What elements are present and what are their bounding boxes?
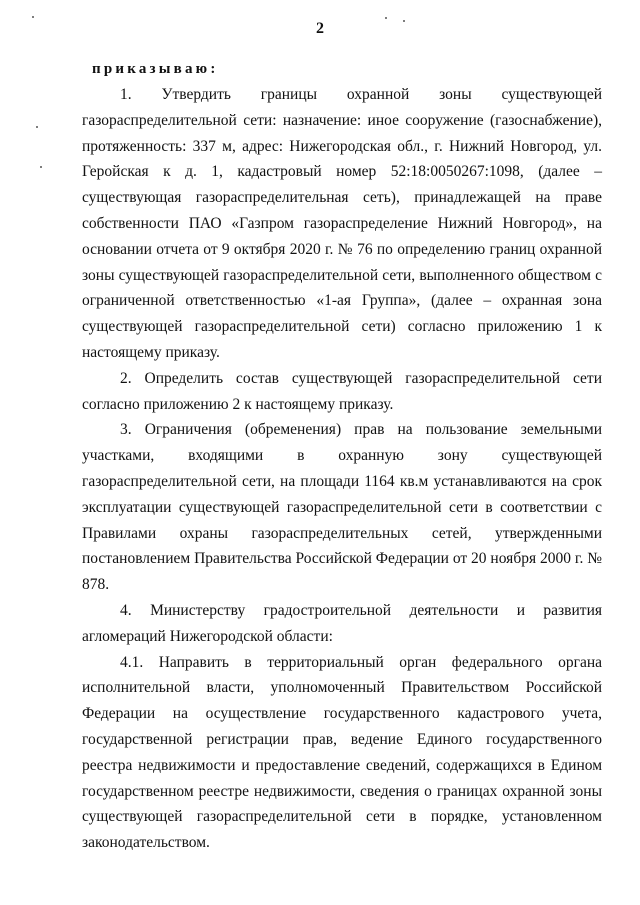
scan-speck (40, 166, 42, 168)
order-word: приказываю: (92, 61, 219, 77)
paragraph-3: 3. Ограничения (обременения) прав на пользование земельными участками, входящими в охранную зону существующей газораспределительной сети, на площади 1164 кв.м устанавливаются на срок эксплуатации существующей газораспределительной сети в соответствии с Правилами охраны газораспределительных сетей, утвержденными постановлением Правительства Российской Федерации от 20 ноября 2000 г. № 878. (82, 421, 602, 594)
page-number: 2 (316, 20, 324, 37)
document-body (82, 82, 602, 856)
paragraph-1: 1. Утвердить границы охранной зоны существующей газораспределительной сети: назначение: иное сооружение (газоснабжение), протяженность: 337 м, адрес: Нижегородская обл., г. Нижний Новгород, ул. Геройская к д. 1, кадастровый номер 52:18:0050267:1098, (далее – существующая газораспределительная сеть), принадлежащей на праве собственности ПАО «Газпром газораспределение Нижний Новгород», на основании отчета от 9 октября 2020 г. № 76 по определению границ охранной зоны существующей газораспределительной сети, выполненного обществом с ограниченной ответственностью «1-ая Группа», (далее – охранная зона существующей газораспределительной сети) согласно приложению 1 к настоящему приказу. (82, 86, 602, 361)
scan-speck (36, 126, 38, 128)
scan-speck (32, 16, 34, 18)
paragraph-2: 2. Определить состав существующей газораспределительной сети согласно приложению 2 к настоящему приказу. (82, 369, 602, 413)
paragraph-4-1: 4.1. Направить в территориальный орган федерального органа исполнительной власти, уполномоченный Правительством Российской Федерации на осуществление государственного кадастрового учета, государственной регистрации прав, ведение Единого государственного реестра недвижимости и предоставление сведений, содержащихся в Едином государственном реестре недвижимости, сведения о границах охранной зоны существующей газораспределительной сети в порядке, установленном законодательством. (82, 653, 602, 852)
scan-speck (385, 17, 387, 19)
paragraph-4: 4. Министерству градостроительной деятельности и развития агломераций Нижегородской области: (82, 601, 602, 645)
